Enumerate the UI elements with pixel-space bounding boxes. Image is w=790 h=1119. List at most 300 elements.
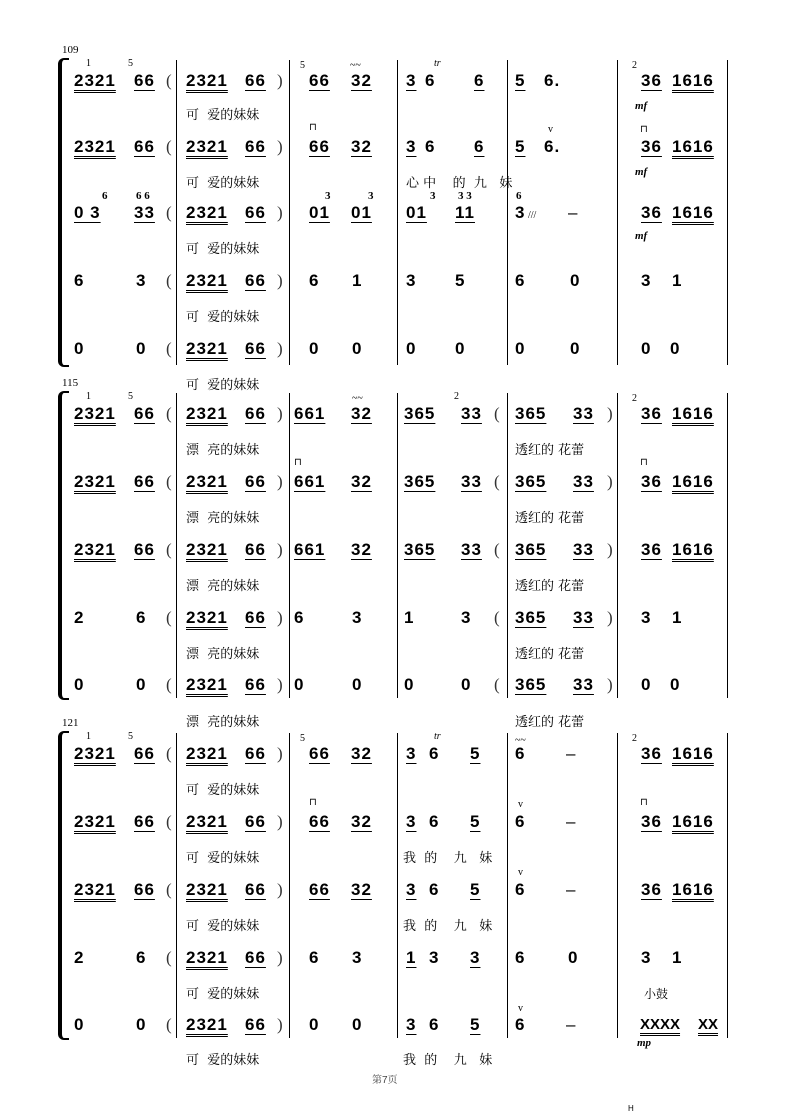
note-group: 2321 [186, 137, 228, 156]
note-group: 2321 [74, 744, 116, 763]
paren-close: ) [607, 404, 613, 423]
note-group: 01 [351, 203, 372, 222]
harmony-note: 3 [368, 190, 374, 202]
harmony-note: 3 [430, 190, 436, 202]
lyrics: 可 爱的妹妹 [186, 378, 260, 393]
note-group: 66 [245, 203, 266, 222]
lyrics: 可 爱的妹妹 [186, 919, 260, 934]
note: 6 [515, 812, 526, 831]
note-group: 2321 [186, 675, 228, 694]
corner-mark: H [628, 1104, 634, 1113]
note-group: 66 [245, 271, 266, 290]
note: 6 [425, 137, 436, 156]
note: 1 [672, 608, 683, 627]
note: 3 [429, 948, 440, 967]
note: 6 [309, 948, 320, 967]
note-group: 32 [351, 71, 372, 90]
note-group: 66 [134, 71, 155, 90]
note-group: 365 [404, 404, 436, 423]
paren-open: ( [494, 608, 500, 627]
note: 1 [404, 608, 415, 627]
drum-pattern: XX [698, 1016, 719, 1033]
note-group: 66 [309, 71, 330, 90]
harmony-note: 6 6 [136, 190, 150, 202]
note: 3 [641, 948, 652, 967]
rest: 0 [461, 675, 472, 694]
barline [727, 60, 728, 365]
harmony-note: 6 [516, 190, 522, 202]
lyrics-verse: 透红的 花蕾 [515, 647, 585, 662]
instrument-label: 小鼓 [644, 987, 669, 1001]
note: 6 [515, 880, 526, 899]
note-group: 2321 [74, 137, 116, 156]
note-group: 66 [245, 880, 266, 899]
note-group: 32 [351, 744, 372, 763]
note: 3 [406, 812, 417, 831]
note-group: 32 [351, 880, 372, 899]
note: 6 [515, 271, 526, 290]
tremolo-icon: /// [528, 210, 537, 221]
measure-number: 121 [62, 717, 79, 729]
note-group: 365 [515, 472, 547, 491]
paren-open: ( [166, 203, 172, 222]
lyrics: 可 爱的妹妹 [186, 242, 260, 257]
note-group: 36 [641, 472, 662, 491]
measure-number: 115 [62, 377, 79, 389]
note-group: 1616 [672, 203, 714, 222]
dash: – [566, 1015, 577, 1034]
note-group: 2321 [186, 472, 228, 491]
note: 6 [474, 71, 485, 90]
note-group: 33 [573, 608, 594, 627]
paren-open: ( [166, 339, 172, 358]
paren-close: ) [277, 812, 283, 831]
rest: 0 [570, 271, 581, 290]
rest: 0 [294, 675, 305, 694]
bow-icon: ⊓ [640, 457, 648, 468]
note-group: 2321 [186, 880, 228, 899]
note: 6 [136, 608, 147, 627]
grace-note: 5 [128, 391, 133, 402]
barline [289, 60, 290, 365]
lyrics-verse: 我 的 九 妹 [403, 851, 493, 866]
paren-close: ) [277, 472, 283, 491]
paren-close: ) [277, 675, 283, 694]
harmony-note: 3 [325, 190, 331, 202]
note-group: 0 3 [74, 203, 101, 222]
rest: 0 [570, 339, 581, 358]
mordent-icon: ~~ [515, 735, 526, 746]
note-group: 66 [245, 744, 266, 763]
grace-note: 5 [128, 58, 133, 69]
note-group: 66 [134, 880, 155, 899]
lyrics: 可 爱的妹妹 [186, 1053, 260, 1068]
paren-close: ) [277, 339, 283, 358]
note: 2 [74, 608, 85, 627]
paren-close: ) [277, 137, 283, 156]
grace-note: 2 [454, 391, 459, 402]
harmony-note: 6 [102, 190, 108, 202]
note: 6. [544, 71, 561, 90]
note-group: 32 [351, 404, 372, 423]
note-group: 66 [309, 137, 330, 156]
paren-open: ( [166, 271, 172, 290]
rest: 0 [455, 339, 466, 358]
rest: 0 [309, 1015, 320, 1034]
note-group: 66 [309, 744, 330, 763]
barline [176, 60, 177, 365]
lyrics: 可 爱的妹妹 [186, 108, 260, 123]
note-group: 365 [515, 540, 547, 559]
system-brace [58, 391, 69, 700]
lyrics: 漂 亮的妹妹 [186, 715, 260, 730]
trill-icon: tr [434, 58, 441, 69]
note: 3 [136, 271, 147, 290]
grace-note: 1 [86, 391, 91, 402]
lyrics: 可 爱的妹妹 [186, 783, 260, 798]
harmony-note: 3 3 [458, 190, 472, 202]
note-group: 01 [309, 203, 330, 222]
note-group: 2321 [74, 472, 116, 491]
note-group: 365 [404, 540, 436, 559]
note-group: 66 [134, 540, 155, 559]
dynamic-mf: mf [635, 100, 648, 112]
bow-icon: ⊓ [294, 457, 302, 468]
breath-icon: v [518, 867, 523, 878]
rest: 0 [352, 339, 363, 358]
note: 1 [672, 948, 683, 967]
note-group: 66 [245, 137, 266, 156]
lyrics-verse: 我 的 九 妹 [403, 919, 493, 934]
note-group: 1616 [672, 71, 714, 90]
note-group: 66 [245, 540, 266, 559]
rest: 0 [74, 1015, 85, 1034]
note: 3 [352, 608, 363, 627]
grace-note: 5 [128, 731, 133, 742]
note: 6 [474, 137, 485, 156]
note: 6 [309, 271, 320, 290]
note: 6. [544, 137, 561, 156]
paren-open: ( [166, 880, 172, 899]
trill-icon: tr [434, 731, 441, 742]
paren-close: ) [277, 203, 283, 222]
system-brace [58, 731, 69, 1040]
grace-note: 1 [86, 731, 91, 742]
breath-icon: v [548, 124, 553, 135]
note-group: 33 [573, 540, 594, 559]
note: 6 [429, 812, 440, 831]
barline [727, 733, 728, 1038]
grace-note: 2 [632, 733, 637, 744]
note-group: 1616 [672, 137, 714, 156]
paren-close: ) [277, 1015, 283, 1034]
paren-open: ( [166, 540, 172, 559]
bow-icon: ⊓ [309, 122, 317, 133]
bow-icon: ⊓ [640, 124, 648, 135]
paren-open: ( [166, 1015, 172, 1034]
note-group: 32 [351, 137, 372, 156]
note: 6 [515, 1015, 526, 1034]
grace-note: 2 [632, 60, 637, 71]
note-group: 1616 [672, 812, 714, 831]
barline [397, 393, 398, 698]
note-group: 2321 [186, 71, 228, 90]
note: 1 [672, 271, 683, 290]
note-group: 2321 [74, 812, 116, 831]
note-group: 66 [245, 1015, 266, 1034]
dynamic-mf: mf [635, 230, 648, 242]
paren-close: ) [607, 472, 613, 491]
paren-open: ( [494, 675, 500, 694]
barline [727, 393, 728, 698]
note-group: 66 [245, 608, 266, 627]
barline [507, 60, 508, 365]
note: 6 [429, 880, 440, 899]
barline [617, 733, 618, 1038]
note-group: 66 [134, 404, 155, 423]
barline [289, 733, 290, 1038]
note-group: 33 [461, 540, 482, 559]
system-121 [0, 713, 790, 1068]
mordent-icon: ~~ [350, 60, 361, 71]
note: 6 [515, 744, 526, 763]
mordent-icon: ~~ [352, 393, 363, 404]
lyrics-verse: 透红的 花蕾 [515, 443, 585, 458]
note-group: 66 [245, 404, 266, 423]
dash: – [568, 203, 579, 222]
paren-close: ) [277, 404, 283, 423]
note-group: 66 [245, 812, 266, 831]
dash: – [566, 880, 577, 899]
note: 5 [515, 71, 526, 90]
note-group: 66 [134, 744, 155, 763]
note: 6 [136, 948, 147, 967]
note-group: 01 [406, 203, 427, 222]
barline [617, 60, 618, 365]
note-group: 33 [134, 203, 155, 222]
lyrics: 可 爱的妹妹 [186, 310, 260, 325]
note: 3 [406, 137, 417, 156]
note-group: 2321 [186, 608, 228, 627]
note-group: 2321 [186, 540, 228, 559]
note-group: 2321 [74, 880, 116, 899]
lyrics: 可 爱的妹妹 [186, 987, 260, 1002]
note-group: 365 [515, 404, 547, 423]
barline [617, 393, 618, 698]
paren-open: ( [166, 744, 172, 763]
rest: 0 [136, 675, 147, 694]
note-group: 1616 [672, 404, 714, 423]
paren-close: ) [607, 540, 613, 559]
rest: 0 [136, 1015, 147, 1034]
note: 3 [461, 608, 472, 627]
note-group: 36 [641, 540, 662, 559]
paren-open: ( [166, 948, 172, 967]
lyrics-verse: 透红的 花蕾 [515, 715, 585, 730]
note: 6 [429, 744, 440, 763]
paren-open: ( [494, 540, 500, 559]
note-group: 36 [641, 71, 662, 90]
note-group: 66 [245, 675, 266, 694]
paren-close: ) [607, 608, 613, 627]
paren-open: ( [494, 472, 500, 491]
lyrics: 可 爱的妹妹 [186, 176, 260, 191]
note-group: 33 [573, 404, 594, 423]
rest: 0 [136, 339, 147, 358]
note: 5 [470, 1015, 481, 1034]
note-group: 2321 [186, 203, 228, 222]
note: 1 [406, 948, 417, 967]
note-group: 1616 [672, 472, 714, 491]
paren-open: ( [166, 71, 172, 90]
note: 5 [455, 271, 466, 290]
dash: – [566, 744, 577, 763]
paren-open: ( [166, 812, 172, 831]
note: 5 [470, 880, 481, 899]
breath-icon: v [518, 799, 523, 810]
barline [507, 393, 508, 698]
lyrics-verse: 我 的 九 妹 [403, 1053, 493, 1068]
note-group: 2321 [74, 71, 116, 90]
note: 1 [352, 271, 363, 290]
rest: 0 [670, 339, 681, 358]
lyrics: 漂 亮的妹妹 [186, 647, 260, 662]
note: 6 [515, 948, 526, 967]
note-group: 36 [641, 744, 662, 763]
lyrics-verse: 透红的 花蕾 [515, 579, 585, 594]
paren-open: ( [166, 472, 172, 491]
note-group: 36 [641, 137, 662, 156]
system-brace [58, 58, 69, 367]
paren-open: ( [166, 137, 172, 156]
barline [176, 393, 177, 698]
note-group: 1616 [672, 744, 714, 763]
paren-close: ) [277, 71, 283, 90]
rest: 0 [352, 1015, 363, 1034]
dynamic-mp: mp [637, 1037, 652, 1049]
rest: 0 [670, 675, 681, 694]
note-group: 365 [404, 472, 436, 491]
grace-note: 5 [300, 733, 305, 744]
note-group: 365 [515, 675, 547, 694]
note-group: 36 [641, 880, 662, 899]
note-group: 36 [641, 404, 662, 423]
note-group: 32 [351, 540, 372, 559]
rest: 0 [309, 339, 320, 358]
note-group: 2321 [186, 339, 228, 358]
note-group: 11 [455, 203, 475, 222]
rest: 0 [352, 675, 363, 694]
paren-close: ) [277, 880, 283, 899]
note-group: 661 [294, 540, 326, 559]
note-group: 2321 [74, 540, 116, 559]
note-group: 661 [294, 472, 326, 491]
note-group: 2321 [186, 1015, 228, 1034]
note-group: 33 [573, 472, 594, 491]
rest: 0 [641, 675, 652, 694]
note: 3 [406, 71, 417, 90]
note-group: 2321 [186, 744, 228, 763]
note-group: 66 [309, 812, 330, 831]
note: 2 [74, 948, 85, 967]
rest: 0 [74, 675, 85, 694]
paren-close: ) [277, 540, 283, 559]
bow-icon: ⊓ [640, 797, 648, 808]
note-group: 2321 [186, 404, 228, 423]
note-group: 36 [641, 203, 662, 222]
paren-close: ) [607, 675, 613, 694]
note: 3 [352, 948, 363, 967]
barline [397, 60, 398, 365]
paren-open: ( [166, 608, 172, 627]
rest: 0 [515, 339, 526, 358]
note-group: 661 [294, 404, 326, 423]
paren-open: ( [166, 404, 172, 423]
note: 3 [406, 1015, 417, 1034]
bow-icon: ⊓ [309, 797, 317, 808]
note-group: 33 [573, 675, 594, 694]
rest: 0 [404, 675, 415, 694]
paren-open: ( [166, 675, 172, 694]
note: 5 [470, 744, 481, 763]
barline [289, 393, 290, 698]
barline [397, 733, 398, 1038]
note-group: 32 [351, 812, 372, 831]
note: 3 [641, 271, 652, 290]
note: 6 [74, 271, 85, 290]
measure-number: 109 [62, 44, 79, 56]
lyrics-verse: 心 中 的 九 妹 [406, 176, 513, 191]
grace-note: 2 [632, 393, 637, 404]
note-group: 33 [461, 404, 482, 423]
note-group: 365 [515, 608, 547, 627]
note-group: 33 [461, 472, 482, 491]
page-number: 第7页 [372, 1075, 398, 1086]
rest: 0 [74, 339, 85, 358]
dynamic-mf: mf [635, 166, 648, 178]
note-group: 66 [134, 137, 155, 156]
grace-note: 1 [86, 58, 91, 69]
note: 6 [294, 608, 305, 627]
note: 3 [641, 608, 652, 627]
rest: 0 [568, 948, 579, 967]
note: 3 [470, 948, 481, 967]
note-group: 66 [134, 812, 155, 831]
lyrics: 漂 亮的妹妹 [186, 579, 260, 594]
note-group: 66 [245, 71, 266, 90]
lyrics: 漂 亮的妹妹 [186, 511, 260, 526]
grace-note: 5 [300, 60, 305, 71]
note: 3 [406, 271, 417, 290]
lyrics-verse: 透红的 花蕾 [515, 511, 585, 526]
paren-close: ) [277, 744, 283, 763]
note-group: 2321 [186, 271, 228, 290]
lyrics: 可 爱的妹妹 [186, 851, 260, 866]
note-group: 66 [245, 948, 266, 967]
note-group: 2321 [186, 948, 228, 967]
lyrics: 漂 亮的妹妹 [186, 443, 260, 458]
paren-close: ) [277, 948, 283, 967]
dash: – [566, 812, 577, 831]
note-group: 2321 [186, 812, 228, 831]
drum-pattern: XXXX [640, 1016, 681, 1033]
note-group: 66 [245, 472, 266, 491]
paren-close: ) [277, 271, 283, 290]
note-group: 1616 [672, 880, 714, 899]
note-group: 32 [351, 472, 372, 491]
note-group: 66 [134, 472, 155, 491]
note: 6 [429, 1015, 440, 1034]
